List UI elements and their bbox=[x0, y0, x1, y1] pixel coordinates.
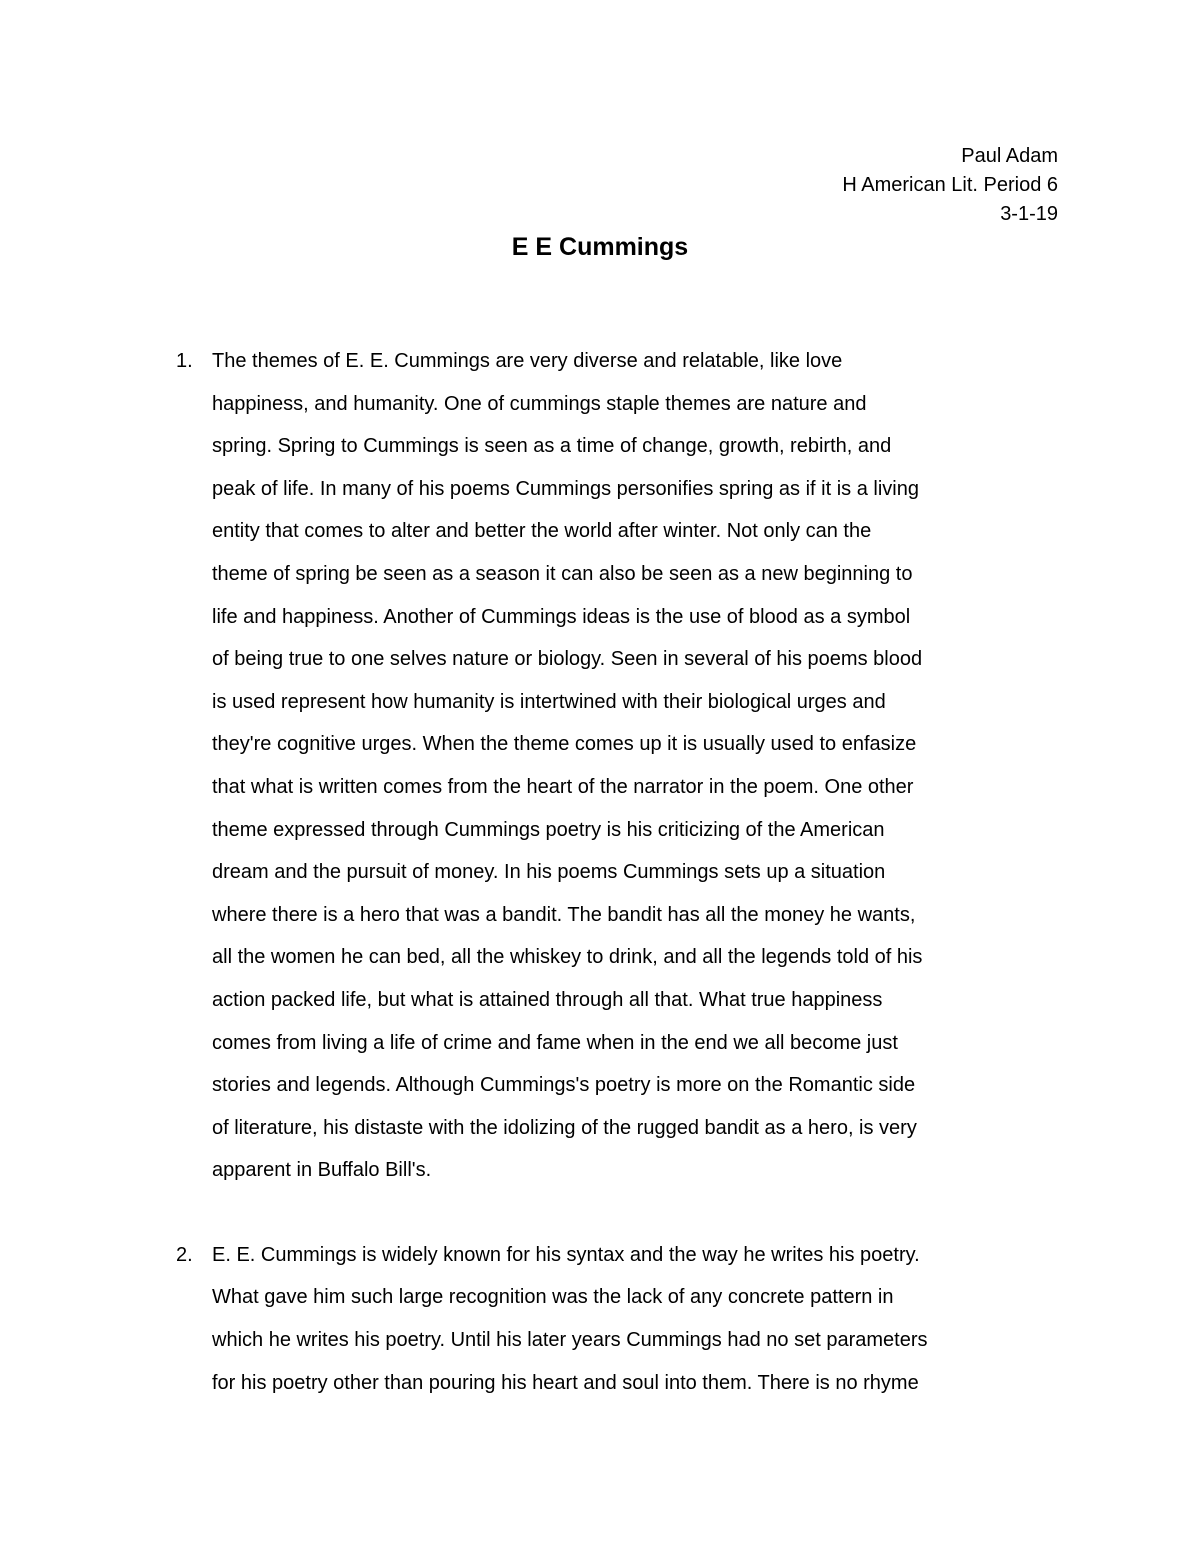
list-item bbox=[0, 340, 1200, 1192]
paragraph-line: that what is written comes from the heart of the narrator in the poem. One other bbox=[212, 775, 914, 798]
author-name: Paul Adam bbox=[961, 145, 1058, 167]
paragraph-line: apparent in Buffalo Bill's. bbox=[212, 1159, 432, 1182]
list-item-paragraph bbox=[212, 340, 1072, 1192]
document-date: 3-1-19 bbox=[1000, 203, 1058, 225]
paragraph-line: of literature, his distaste with the idolizing of the rugged bandit as a hero, is very bbox=[212, 1116, 917, 1139]
paragraph-line: stories and legends. Although Cummings's poetry is more on the Romantic side bbox=[212, 1074, 916, 1097]
numbered-list bbox=[0, 340, 1200, 1446]
paragraph-line: for his poetry other than pouring his heart and soul into them. There is no rhyme bbox=[212, 1371, 919, 1394]
paragraph-line: dream and the pursuit of money. In his poems Cummings sets up a situation bbox=[212, 861, 886, 884]
paragraph-line: theme expressed through Cummings poetry is his criticizing of the American bbox=[212, 818, 885, 841]
paragraph-line: is used represent how humanity is intertwined with their biological urges and bbox=[212, 690, 886, 713]
paragraph-line: where there is a hero that was a bandit. The bandit has all the money he wants, bbox=[212, 903, 916, 926]
list-item-number: 2. bbox=[176, 1243, 193, 1266]
paragraph-line: What gave him such large recognition was the lack of any concrete pattern in bbox=[212, 1286, 894, 1309]
list-item-paragraph bbox=[212, 1234, 1072, 1404]
paragraph-line: happiness, and humanity. One of cummings staple themes are nature and bbox=[212, 392, 867, 415]
paragraph-line: they're cognitive urges. When the theme comes up it is usually used to enfasize bbox=[212, 733, 917, 756]
paragraph-line: all the women he can bed, all the whiskey to drink, and all the legends told of his bbox=[212, 946, 923, 969]
paragraph-line: comes from living a life of crime and fame when in the end we all become just bbox=[212, 1031, 898, 1054]
paragraph-line: spring. Spring to Cummings is seen as a time of change, growth, rebirth, and bbox=[212, 435, 892, 458]
list-item bbox=[0, 1234, 1200, 1404]
list-item-number: 1. bbox=[176, 350, 193, 372]
paragraph-line: E. E. Cummings is widely known for his syntax and the way he writes his poetry. bbox=[212, 1243, 920, 1266]
paragraph-line: peak of life. In many of his poems Cummings personifies spring as if it is a living bbox=[212, 477, 919, 500]
paragraph-line: of being true to one selves nature or biology. Seen in several of his poems blood bbox=[212, 648, 923, 671]
paragraph-line: life and happiness. Another of Cummings ideas is the use of blood as a symbol bbox=[212, 605, 911, 628]
paragraph-line: theme of spring be seen as a season it can also be seen as a new beginning to bbox=[212, 562, 913, 585]
paragraph-line: The themes of E. E. Cummings are very diverse and relatable, like love bbox=[212, 350, 843, 372]
course-info: H American Lit. Period 6 bbox=[842, 174, 1058, 196]
document-header bbox=[842, 142, 1058, 229]
paragraph-line: action packed life, but what is attained through all that. What true happiness bbox=[212, 988, 883, 1011]
paragraph-line: which he writes his poetry. Until his later years Cummings had no set parameters bbox=[212, 1329, 928, 1352]
paragraph-line: entity that comes to alter and better the world after winter. Not only can the bbox=[212, 520, 872, 543]
document-title: E E Cummings bbox=[511, 233, 689, 261]
